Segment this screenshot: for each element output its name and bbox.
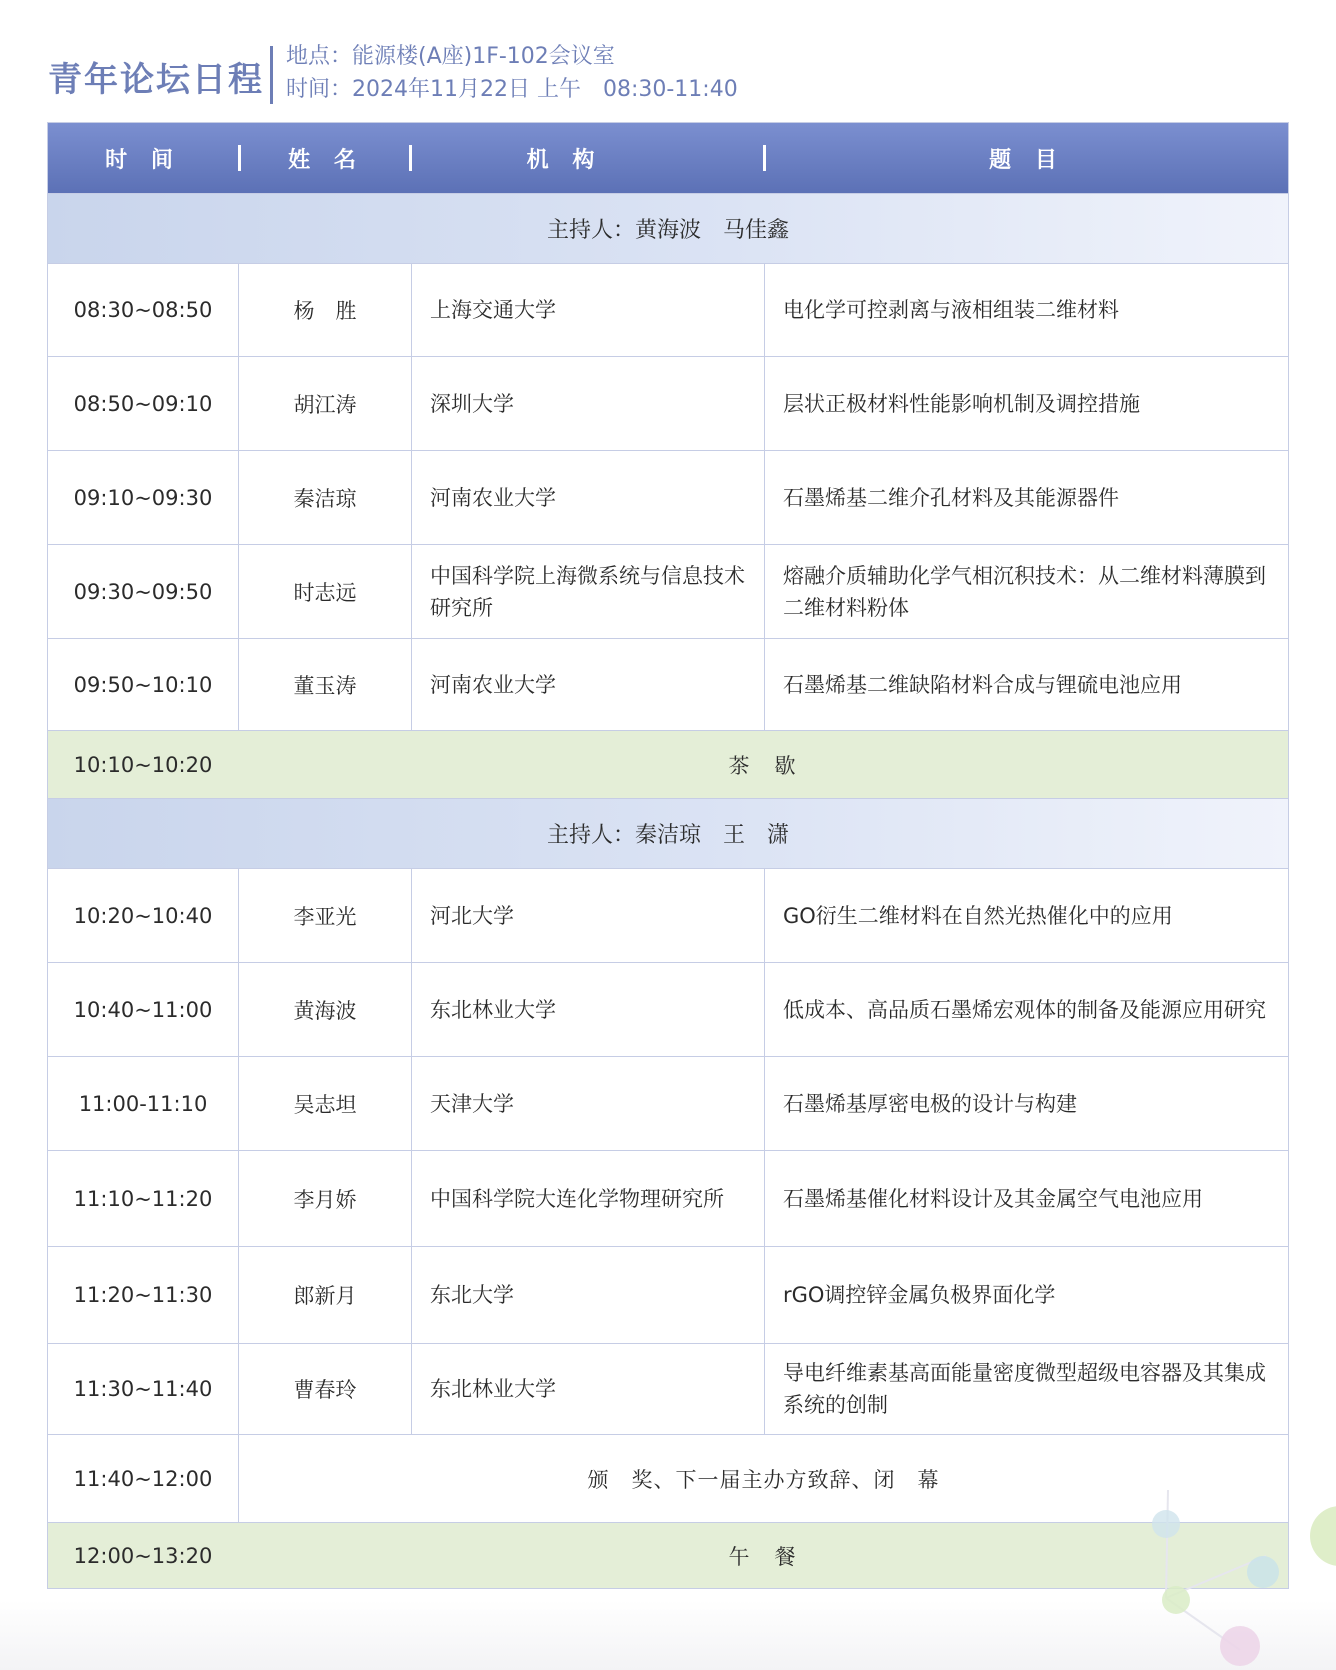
deco-dot — [1220, 1626, 1260, 1666]
title-divider — [270, 46, 273, 104]
molecule-link — [1166, 1490, 1168, 1598]
closing-time: 11:40~12:00 — [73, 1466, 213, 1491]
row-topic: 石墨烯基催化材料设计及其金属空气电池应用 — [764, 1151, 1288, 1246]
row-name: 吴志坦 — [238, 1057, 411, 1150]
lunch-label: 午 餐 — [728, 1544, 798, 1569]
table-row — [48, 450, 1288, 544]
row-topic: 熔融介质辅助化学气相沉积技术：从二维材料薄膜到二维材料粉体 — [764, 545, 1288, 638]
event-location: 地点：能源楼(A座)1F-102会议室 — [286, 44, 615, 69]
table-row — [48, 263, 1288, 356]
row-org: 河南农业大学 — [411, 639, 764, 730]
row-name: 曹春玲 — [238, 1344, 411, 1434]
row-topic: 石墨烯基二维缺陷材料合成与锂硫电池应用 — [764, 639, 1288, 730]
row-org: 天津大学 — [411, 1057, 764, 1150]
row-org: 深圳大学 — [411, 357, 764, 450]
table-row — [48, 356, 1288, 450]
row-name: 董玉涛 — [238, 639, 411, 730]
deco-dot — [1152, 1510, 1180, 1538]
table-row — [48, 868, 1288, 962]
row-org: 东北大学 — [411, 1247, 764, 1343]
row-name: 时志远 — [238, 545, 411, 638]
row-org: 东北林业大学 — [411, 963, 764, 1056]
row-topic: 石墨烯基二维介孔材料及其能源器件 — [764, 451, 1288, 544]
row-name: 郎新月 — [238, 1247, 411, 1343]
session1-host-row: 主持人：黄海波 马佳鑫 — [48, 193, 1288, 263]
row-name: 李亚光 — [238, 869, 411, 962]
row-time: 09:30~09:50 — [73, 579, 213, 604]
row-time: 10:40~11:00 — [73, 997, 213, 1022]
row-time: 11:00-11:10 — [78, 1091, 208, 1116]
row-org: 中国科学院大连化学物理研究所 — [411, 1151, 764, 1246]
table-header-row — [48, 123, 1288, 193]
row-name: 杨 胜 — [238, 264, 411, 356]
row-time: 11:10~11:20 — [73, 1186, 213, 1211]
row-org: 中国科学院上海微系统与信息技术研究所 — [411, 545, 764, 638]
header-time: 时 间 — [105, 147, 181, 173]
row-org: 东北林业大学 — [411, 1344, 764, 1434]
tea-break-row — [48, 730, 1288, 798]
row-time: 10:20~10:40 — [73, 903, 213, 928]
table-row — [48, 1343, 1288, 1434]
deco-dot — [1162, 1586, 1190, 1614]
row-topic: 层状正极材料性能影响机制及调控措施 — [764, 357, 1288, 450]
row-name: 胡江涛 — [238, 357, 411, 450]
row-topic: 导电纤维素基高面能量密度微型超级电容器及其集成系统的创制 — [764, 1344, 1288, 1434]
row-topic: 电化学可控剥离与液相组装二维材料 — [764, 264, 1288, 356]
deco-dot — [1247, 1556, 1279, 1588]
tea-break-time: 10:10~10:20 — [73, 752, 213, 777]
row-time: 08:30~08:50 — [73, 298, 213, 322]
lunch-time: 12:00~13:20 — [73, 1543, 213, 1568]
session2-host-row: 主持人：秦洁琼 王 潇 — [48, 798, 1288, 868]
event-time: 时间：2024年11月22日 上午 08:30-11:40 — [286, 77, 738, 102]
row-topic: rGO调控锌金属负极界面化学 — [764, 1247, 1288, 1343]
tea-break-label: 茶 歇 — [728, 753, 798, 778]
table-row — [48, 962, 1288, 1056]
row-org: 河北大学 — [411, 869, 764, 962]
row-name: 李月娇 — [238, 1151, 411, 1246]
row-time: 09:50~10:10 — [73, 672, 213, 697]
header-org: 机 构 — [526, 147, 603, 173]
row-name: 秦洁琼 — [238, 451, 411, 544]
row-time: 11:30~11:40 — [73, 1377, 213, 1401]
page-header — [48, 40, 948, 106]
header-topic: 题 目 — [989, 147, 1065, 173]
row-name: 黄海波 — [238, 963, 411, 1056]
event-info — [286, 40, 738, 106]
closing-label: 颁 奖、下一届主办方致辞、闭 幕 — [238, 1435, 1288, 1522]
header-name: 姓 名 — [288, 147, 364, 173]
row-org: 河南农业大学 — [411, 451, 764, 544]
table-row — [48, 1150, 1288, 1246]
row-time: 11:20~11:30 — [73, 1283, 213, 1307]
row-topic: GO衍生二维材料在自然光热催化中的应用 — [764, 869, 1288, 962]
schedule-table — [47, 122, 1289, 1589]
row-time: 08:50~09:10 — [73, 391, 213, 416]
table-row — [48, 544, 1288, 638]
row-topic: 低成本、高品质石墨烯宏观体的制备及能源应用研究 — [764, 963, 1288, 1056]
molecule-decoration — [1100, 1490, 1336, 1670]
row-time: 09:10~09:30 — [73, 485, 213, 510]
row-topic: 石墨烯基厚密电极的设计与构建 — [764, 1057, 1288, 1150]
table-row — [48, 638, 1288, 730]
page-title: 青年论坛日程 — [48, 60, 264, 100]
table-row — [48, 1246, 1288, 1343]
table-row — [48, 1056, 1288, 1150]
row-org: 上海交通大学 — [411, 264, 764, 356]
